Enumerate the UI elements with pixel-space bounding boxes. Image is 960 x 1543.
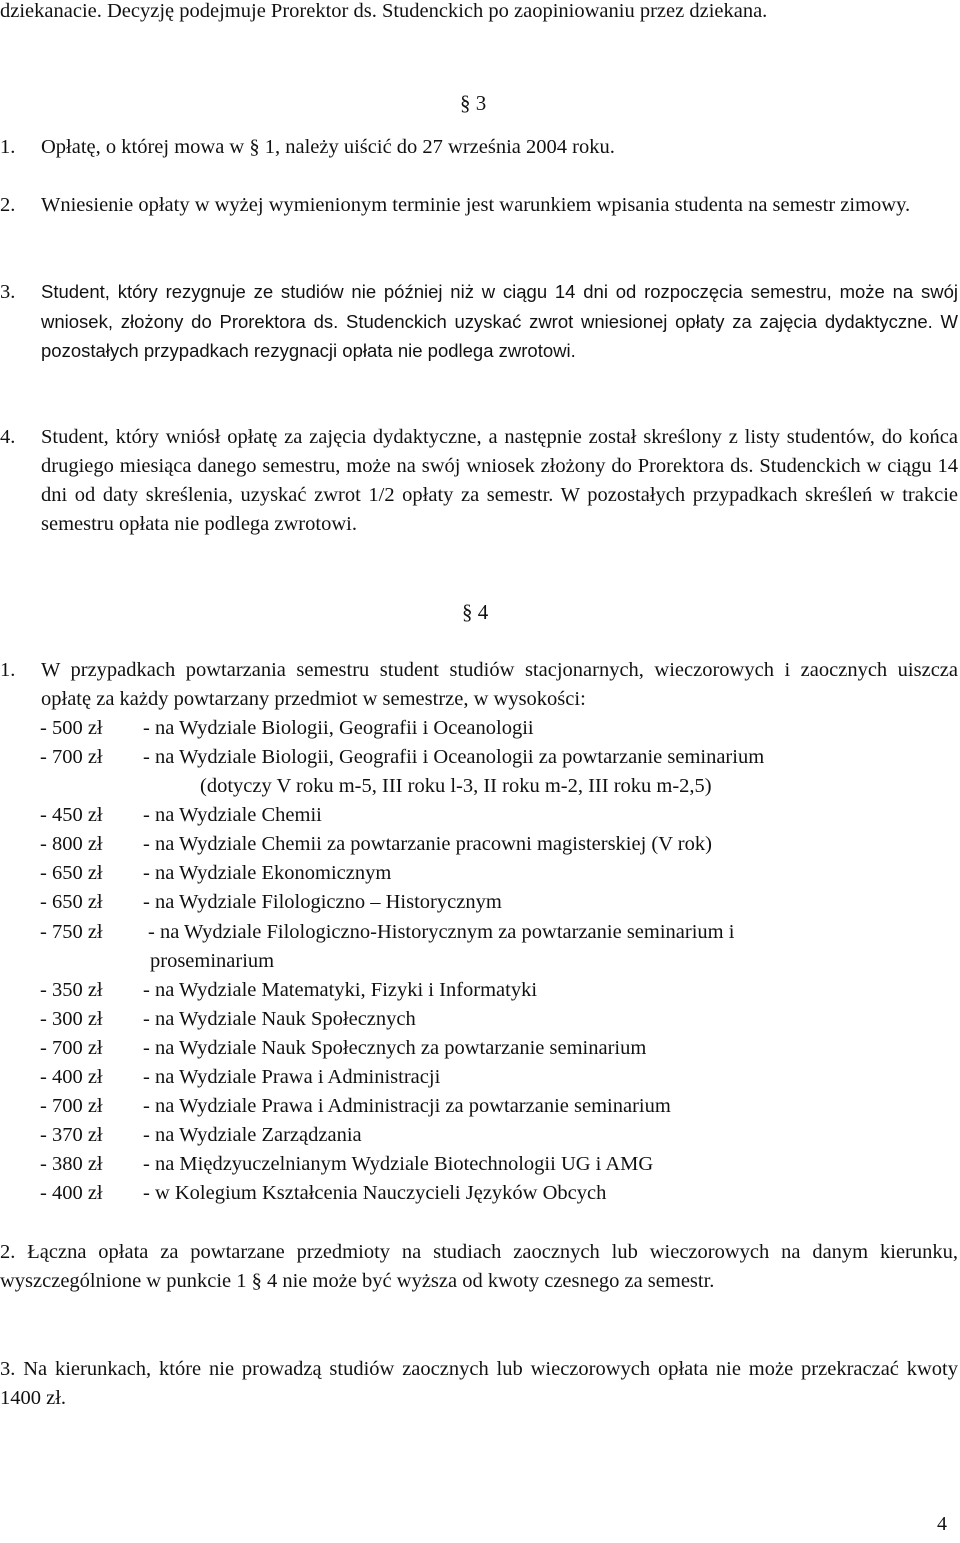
fee-row [0,888,960,917]
fee-description: - na Wydziale Matematyki, Fizyki i Informatyki [143,979,538,1001]
fee-row [0,830,960,859]
fee-amount: - 700 zł [40,1095,103,1117]
fee-description: - na Wydziale Chemii [143,804,322,826]
fee-description: - na Międzyuczelnianym Wydziale Biotechnologii UG i AMG [143,1153,654,1175]
section-3-item-3 [0,277,958,365]
fee-row [0,918,960,976]
item-number: 1. [0,136,16,158]
fee-amount: - 350 zł [40,979,103,1001]
fee-description-continuation: proseminarium [150,950,275,972]
intro-paragraph: dziekanacie. Decyzję podejmuje Prorektor ds. Studenckich po zaopiniowaniu przez dziekana. [0,0,768,22]
section-3-heading: § 3 [460,91,487,115]
fee-description: - na Wydziale Filologiczno – Historycznym [143,891,502,913]
fee-description: - na Wydziale Prawa i Administracji za powtarzanie seminarium [143,1095,671,1117]
section-4-heading: § 4 [462,600,489,624]
fee-amount: - 370 zł [40,1124,103,1146]
section-4-item-3: 3. Na kierunkach, które nie prowadzą studiów zaocznych lub wieczorowych opłata nie może przekraczać kwoty 1400 zł. [0,1358,958,1409]
fee-description: - na Wydziale Ekonomicznym [143,862,392,884]
fee-description-continuation: (dotyczy V roku m-5, III roku l-3, II roku m-2, III roku m-2,5) [200,775,712,797]
fee-description: - na Wydziale Nauk Społecznych za powtarzanie seminarium [143,1037,647,1059]
fee-amount: - 650 zł [40,891,103,913]
fee-row [0,1150,960,1179]
fee-amount: - 500 zł [40,717,103,739]
fee-row [0,1179,960,1208]
item-text: W przypadkach powtarzania semestru student studiów stacjonarnych, wieczorowych i zaocznych uiszcza opłatę za każdy powtarzany przedmiot w semestrze, w wysokości: [41,659,958,710]
fee-row [0,859,960,888]
item-number: 1. [0,659,16,681]
section-4-item-2: 2. Łączna opłata za powtarzane przedmioty na studiach zaocznych lub wieczorowych na danym kierunku, wyszczególnione w punkcie 1 § 4 nie może być wyższa od kwoty czesnego za semestr. [0,1241,958,1292]
fee-row [0,714,960,743]
fee-amount: - 400 zł [40,1066,103,1088]
fee-row [0,1063,960,1092]
fee-amount: - 450 zł [40,804,103,826]
fee-description: - na Wydziale Zarządzania [143,1124,362,1146]
section-3-item-4 [0,423,958,539]
fee-row [0,976,960,1005]
fee-description: - na Wydziale Prawa i Administracji [143,1066,441,1088]
item-text: Student, który wniósł opłatę za zajęcia dydaktyczne, a następnie został skreślony z listy studentów, do końca drugiego miesiąca danego semestru, może na swój wniosek złożony do Prorektora ds. Studenckich w ciągu 14 dni od daty skreślenia, uzyskać zwrot 1/2 opłaty za semestr. W pozostałych przypadkach skreśleń w trakcie semestru opłata nie podlega zwrotowi. [41,426,958,535]
fee-amount: - 700 zł [40,1037,103,1059]
item-number: 4. [0,426,16,448]
fee-row [0,801,960,830]
item-number: 3. [0,281,16,303]
fee-description: - na Wydziale Filologiczno-Historycznym za powtarzanie seminarium i [148,921,735,943]
fee-description: - na Wydziale Chemii za powtarzanie pracowni magisterskiej (V rok) [143,833,712,855]
fee-amount: - 700 zł [40,746,103,768]
item-number: 2. [0,194,16,216]
section-3-item-2 [0,191,958,220]
fee-description: - w Kolegium Kształcenia Nauczycieli Języków Obcych [143,1182,607,1204]
fee-amount: - 800 zł [40,833,103,855]
fee-description: - na Wydziale Nauk Społecznych [143,1008,416,1030]
item-text: Student, który rezygnuje ze studiów nie później niż w ciągu 14 dni od rozpoczęcia semestru, może na swój wniosek, złożony do Prorektora ds. Studenckich uzyskać zwrot wniesionej opłaty za zajęcia dydaktyczne. W pozostałych przypadkach rezygnacji opłata nie podlega zwrotowi. [41,281,958,361]
fee-row [0,1092,960,1121]
fee-row [0,743,960,801]
section-4-item-1 [0,656,958,714]
fee-row [0,1121,960,1150]
item-text: Opłatę, o której mowa w § 1, należy uiścić do 27 września 2004 roku. [41,136,615,158]
fee-row [0,1034,960,1063]
section-3-item-1 [0,133,958,162]
fee-description: - na Wydziale Biologii, Geografii i Oceanologii za powtarzanie seminarium [143,746,765,768]
fee-amount: - 750 zł [40,921,103,943]
fee-amount: - 380 zł [40,1153,103,1175]
page-number: 4 [937,1513,947,1535]
fee-amount: - 300 zł [40,1008,103,1030]
item-text: Wniesienie opłaty w wyżej wymienionym terminie jest warunkiem wpisania studenta na semestr zimowy. [41,194,911,216]
fee-row [0,1005,960,1034]
fee-amount: - 650 zł [40,862,103,884]
fee-amount: - 400 zł [40,1182,103,1204]
fee-description: - na Wydziale Biologii, Geografii i Oceanologii [143,717,534,739]
